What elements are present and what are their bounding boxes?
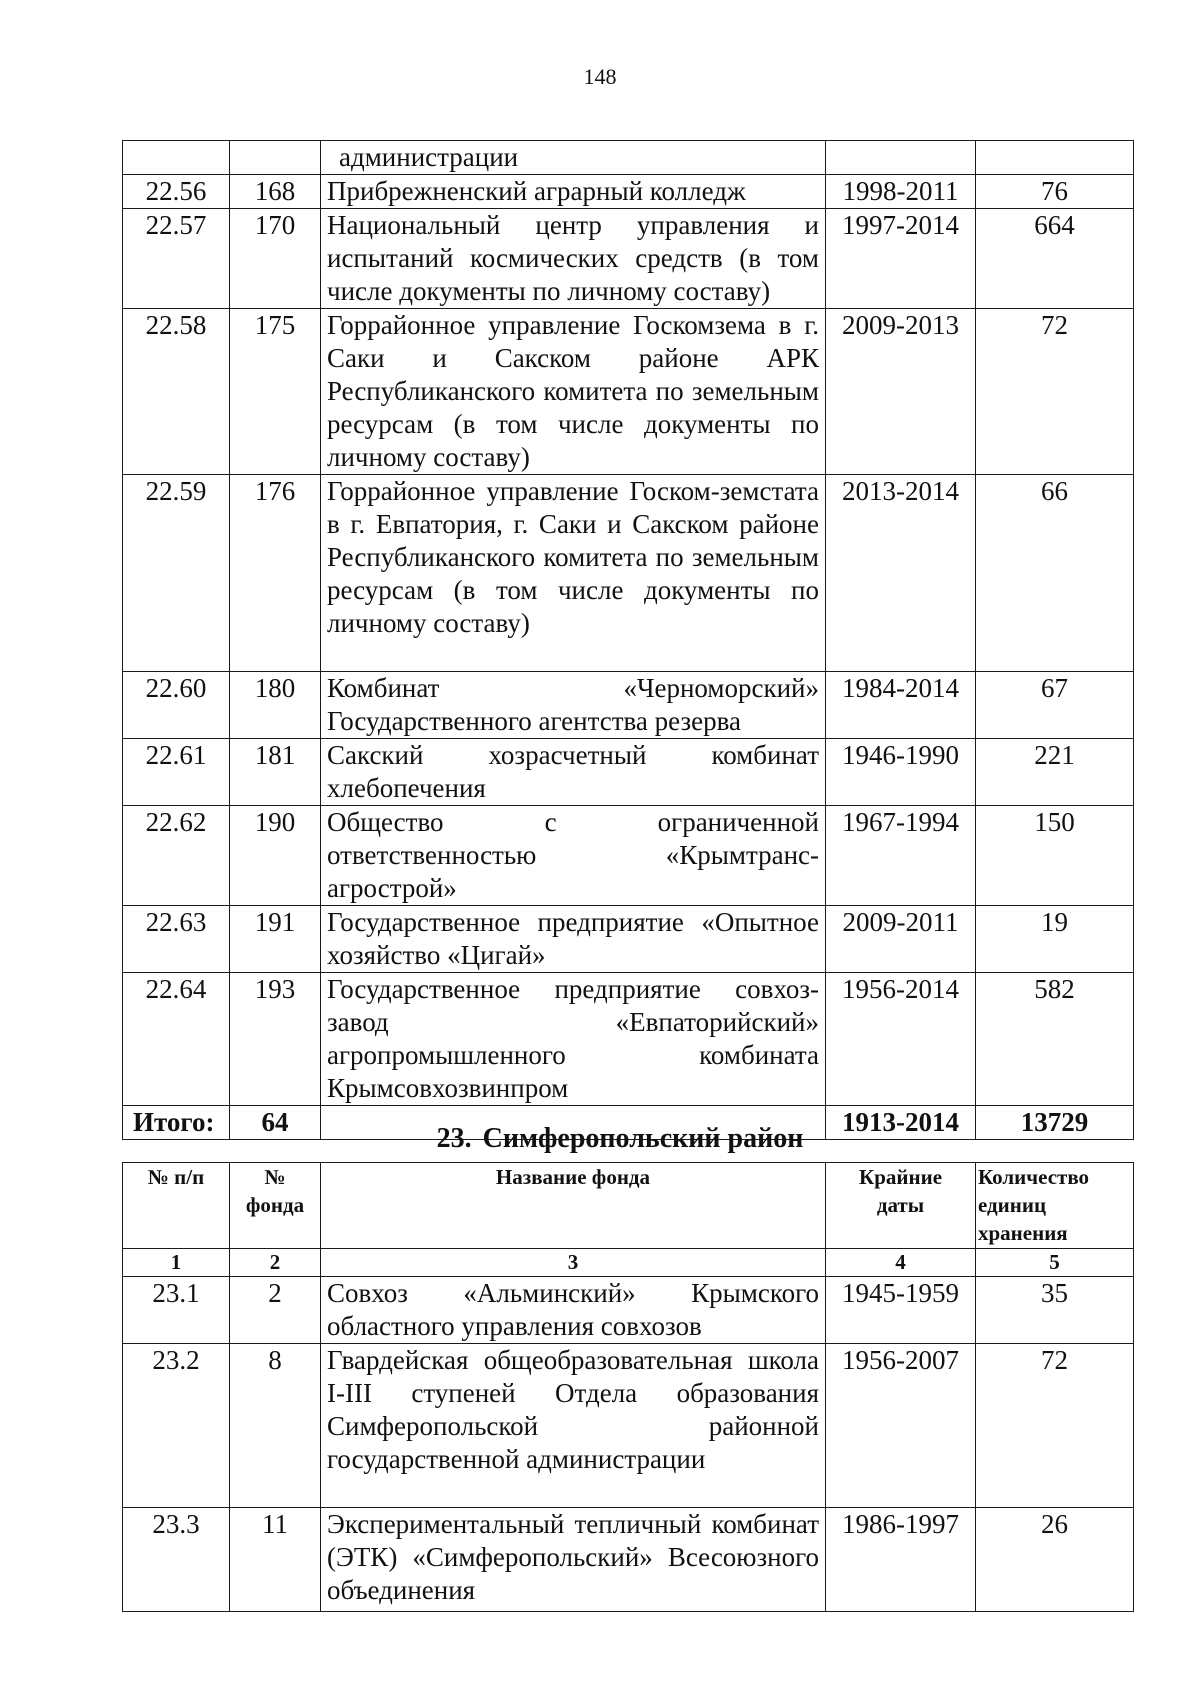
row-number: 22.62	[123, 806, 230, 906]
row-number: 22.59	[123, 475, 230, 672]
storage-units: 582	[976, 973, 1134, 1106]
row-number: 22.60	[123, 672, 230, 739]
fond-number: 193	[230, 973, 321, 1106]
fond-number: 168	[230, 175, 321, 209]
header-row-number: № п/п	[123, 1163, 230, 1249]
fond-dates	[826, 141, 976, 175]
fond-dates: 1984-2014	[826, 672, 976, 739]
row-number: 22.61	[123, 739, 230, 806]
fond-number: 8	[230, 1344, 321, 1508]
row-number: 23.3	[123, 1508, 230, 1612]
table-row	[123, 1277, 1134, 1344]
column-index: 2	[230, 1249, 321, 1277]
section-name: Симферопольский район	[482, 1123, 804, 1154]
table-row	[123, 672, 1134, 739]
fond-number: 181	[230, 739, 321, 806]
fond-dates: 1998-2011	[826, 175, 976, 209]
table-row	[123, 475, 1134, 672]
total-storage-units: 13729	[976, 1106, 1134, 1140]
fond-number: 170	[230, 209, 321, 309]
fond-dates: 1967-1994	[826, 806, 976, 906]
fond-number: 191	[230, 906, 321, 973]
column-index: 4	[826, 1249, 976, 1277]
row-number: 23.2	[123, 1344, 230, 1508]
row-number: 22.56	[123, 175, 230, 209]
fond-name: Государственное предприятие «Опытное хозяйство «Цигай»	[321, 906, 826, 973]
table-row	[123, 973, 1134, 1106]
storage-units: 150	[976, 806, 1134, 906]
fond-dates: 1946-1990	[826, 739, 976, 806]
fond-name: Прибрежненский аграрный колледж	[321, 175, 826, 209]
fond-number: 11	[230, 1508, 321, 1612]
fond-name: Комбинат «Черноморский» Государственного агентства резерва	[321, 672, 826, 739]
table-header-row	[123, 1163, 1134, 1249]
storage-units: 72	[976, 1344, 1134, 1508]
storage-units: 76	[976, 175, 1134, 209]
header-storage-units: Количество единиц хранения	[976, 1163, 1134, 1249]
storage-units	[976, 141, 1134, 175]
fond-number: 180	[230, 672, 321, 739]
fond-name: администрации	[321, 141, 826, 175]
section-title	[0, 1123, 1200, 1155]
row-number: 22.57	[123, 209, 230, 309]
column-index: 3	[321, 1249, 826, 1277]
table-row	[123, 806, 1134, 906]
storage-units: 664	[976, 209, 1134, 309]
fond-dates: 1945-1959	[826, 1277, 976, 1344]
header-dates: Крайние даты	[826, 1163, 976, 1249]
total-label: Итого:	[123, 1106, 230, 1140]
row-number	[123, 141, 230, 175]
row-number: 22.64	[123, 973, 230, 1106]
table-row	[123, 141, 1134, 175]
storage-units: 19	[976, 906, 1134, 973]
fond-number: 2	[230, 1277, 321, 1344]
fond-name: Горрайонное управление Госком-земстата в г. Евпатория, г. Саки и Сакском районе Республиканского комитета по земельным ресурсам (в том числе документы по личному составу)	[321, 475, 826, 672]
fond-name: Экспериментальный тепличный комбинат (ЭТК) «Симферопольский» Всесоюзного объединения	[321, 1508, 826, 1612]
fond-number: 175	[230, 309, 321, 475]
table-row	[123, 309, 1134, 475]
fond-dates: 2009-2013	[826, 309, 976, 475]
storage-units: 35	[976, 1277, 1134, 1344]
storage-units: 26	[976, 1508, 1134, 1612]
table-row	[123, 209, 1134, 309]
section-number: 23.	[436, 1123, 472, 1154]
header-fond-name: Название фонда	[321, 1163, 826, 1249]
storage-units: 66	[976, 475, 1134, 672]
table-row	[123, 175, 1134, 209]
storage-units: 67	[976, 672, 1134, 739]
storage-units: 72	[976, 309, 1134, 475]
fond-dates: 1997-2014	[826, 209, 976, 309]
fond-name: Общество с ограниченной ответственностью «Крымтранс-агрострой»	[321, 806, 826, 906]
table-row	[123, 1508, 1134, 1612]
fund-table-district-23	[122, 1162, 1134, 1612]
fond-name: Сакский хозрасчетный комбинат хлебопечения	[321, 739, 826, 806]
fond-name: Горрайонное управление Госкомзема в г. Саки и Сакском районе АРК Республиканского комитета по земельным ресурсам (в том числе документы по личному составу)	[321, 309, 826, 475]
fond-dates: 1956-2014	[826, 973, 976, 1106]
fond-dates: 1986-1997	[826, 1508, 976, 1612]
total-fond-count: 64	[230, 1106, 321, 1140]
fond-dates: 2009-2011	[826, 906, 976, 973]
table-row	[123, 1344, 1134, 1508]
fond-dates: 1956-2007	[826, 1344, 976, 1508]
fond-number: 176	[230, 475, 321, 672]
table-row	[123, 739, 1134, 806]
column-index-row	[123, 1249, 1134, 1277]
fond-name: Национальный центр управления и испытаний космических средств (в том числе документы по личному составу)	[321, 209, 826, 309]
row-number: 23.1	[123, 1277, 230, 1344]
header-fond-number: № фонда	[230, 1163, 321, 1249]
fond-number: 190	[230, 806, 321, 906]
fond-name: Гвардейская общеобразовательная школа I-III ступеней Отдела образования Симферопольской районной государственной администрации	[321, 1344, 826, 1508]
fund-table-district-22	[122, 140, 1134, 1140]
row-number: 22.63	[123, 906, 230, 973]
page-number: 148	[583, 64, 617, 89]
storage-units: 221	[976, 739, 1134, 806]
column-index: 1	[123, 1249, 230, 1277]
column-index: 5	[976, 1249, 1134, 1277]
table-row	[123, 906, 1134, 973]
fond-dates: 2013-2014	[826, 475, 976, 672]
total-dates: 1913-2014	[826, 1106, 976, 1140]
row-number: 22.58	[123, 309, 230, 475]
fond-name: Государственное предприятие совхоз-завод «Евпаторийский» агропромышленного комбината Крымсовхозвинпром	[321, 973, 826, 1106]
fond-number	[230, 141, 321, 175]
fond-name: Совхоз «Альминский» Крымского областного управления совхозов	[321, 1277, 826, 1344]
